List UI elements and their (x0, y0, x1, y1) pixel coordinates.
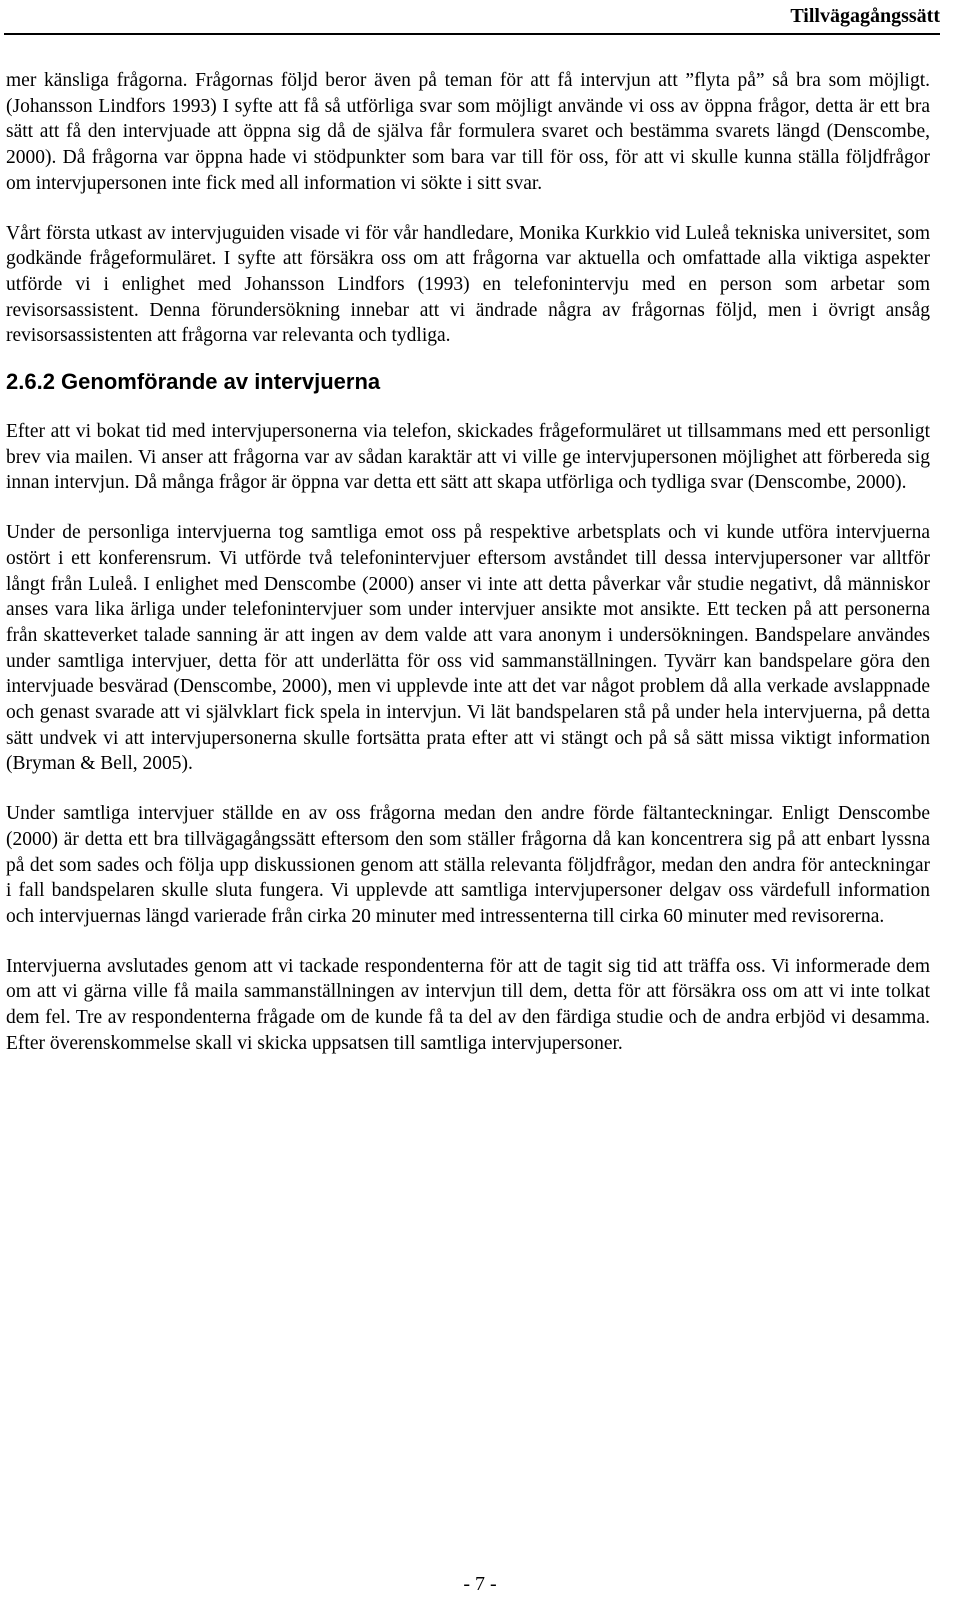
section-paragraph-1: Efter att vi bokat tid med intervjupersonerna via telefon, skickades frågeformuläret ut tillsammans med ett personligt brev via mailen. Vi anser att frågorna var av sådan karaktär att vi ville ge intervjupersonen möjlighet att förbereda sig innan intervjun. Då många frågor är öppna var detta ett sätt att skapa utförliga och tydliga svar (Denscombe, 2000). (6, 421, 930, 494)
header-divider (4, 33, 940, 35)
section-paragraph-2: Under de personliga intervjuerna tog samtliga emot oss på respektive arbetsplats och vi kunde utföra intervjuerna ostört i ett konferensrum. Vi utförde två telefonintervjuer eftersom avståndet till dessa intervjupersoner var alltför långt från Luleå. I enlighet med Denscombe (2000) anser vi inte att detta påverkar vår studie negativt, då människor anses vara lika ärliga under telefonintervjuer som under intervjuer ansikte mot ansikte. Ett tecken på att personerna från skatteverket talade sanning är att ingen av dem valde att vara anonym i undersökningen. Bandspelare användes under samtliga intervjuer, detta för att underlätta för oss vid sammanställningen. Tyvärr kan bandspelare göra den intervjuade besvärad (Denscombe, 2000), men vi upplevde inte att det var något problem då alla verkade avslappnade och genast svarade att vi självklart fick spela in intervjun. Vi lät bandspelaren stå på under hela intervjuerna, på detta sätt undvek vi att intervjupersonerna skulle fortsätta prata efter att vi stängt och på så sätt missa viktigt information (Bryman & Bell, 2005). (6, 522, 930, 775)
section-paragraph-4: Intervjuerna avslutades genom att vi tackade respondenterna för att de tagit sig tid att träffa oss. Vi informerade dem om att vi gärna ville få maila sammanställningen av intervjun till dem, detta för att försäkra oss om att vi inte tolkat dem fel. Tre av respondenterna frågade om de kunde få ta del av den färdiga studie och de andra erbjöd vi desamma. Efter överenskommelse skall vi skicka uppsatsen till samtliga intervjupersoner. (6, 955, 930, 1054)
page-number: - 7 - (463, 1573, 497, 1595)
page-body (6, 68, 930, 1081)
body-paragraph-2: Vårt första utkast av intervjuguiden visade vi för vår handledare, Monika Kurkkio vid Luleå tekniska universitet, som godkände frågeformuläret. I syfte att försäkra oss om att frågorna var aktuella och omfattade alla viktiga aspekter utförde vi i enlighet med Johansson Lindfors (1993) en telefonintervju med en person som arbetar som revisorsassistent. Denna förundersökning innebar att vi ändrade några av frågornas följd, men i övrigt ansåg revisorsassistenten att frågorna var relevanta och tydliga. (6, 222, 930, 347)
running-header-title: Tillvägagångssätt (790, 5, 940, 27)
section-heading: 2.6.2 Genomförande av intervjuerna (6, 369, 381, 395)
body-paragraph-1: mer känsliga frågorna. Frågornas följd beror även på teman för att få intervjun att ”flyta på” så bra som möjligt. (Johansson Lindfors 1993) I syfte att få så utförliga svar som möjligt använde vi oss av öppna frågor, detta är ett bra sätt att få den intervjuade att öppna sig då de själva får formulera svaret och bestämma svarets längd (Denscombe, 2000). Då frågorna var öppna hade vi stödpunkter som bara var till för oss, för att vi skulle kunna ställa följdfrågor om intervjupersonen inte fick med all information vi sökte i sitt svar. (6, 70, 930, 194)
section-paragraph-3: Under samtliga intervjuer ställde en av oss frågorna medan den andre förde fältanteckningar. Enligt Denscombe (2000) är detta ett bra tillvägagångssätt eftersom den som ställer frågorna då kan koncentrera sig på att enbart lyssna på det som sades och följa upp diskussionen genom att ställa relevanta följdfrågor, medan den andra för anteckningar i fall bandspelaren skulle sluta fungera. Vi upplevde att samtliga intervjupersoner delgav oss värdefull information och intervjuernas längd varierade från cirka 20 minuter med intressenterna till cirka 60 minuter med revisorerna. (6, 803, 930, 927)
